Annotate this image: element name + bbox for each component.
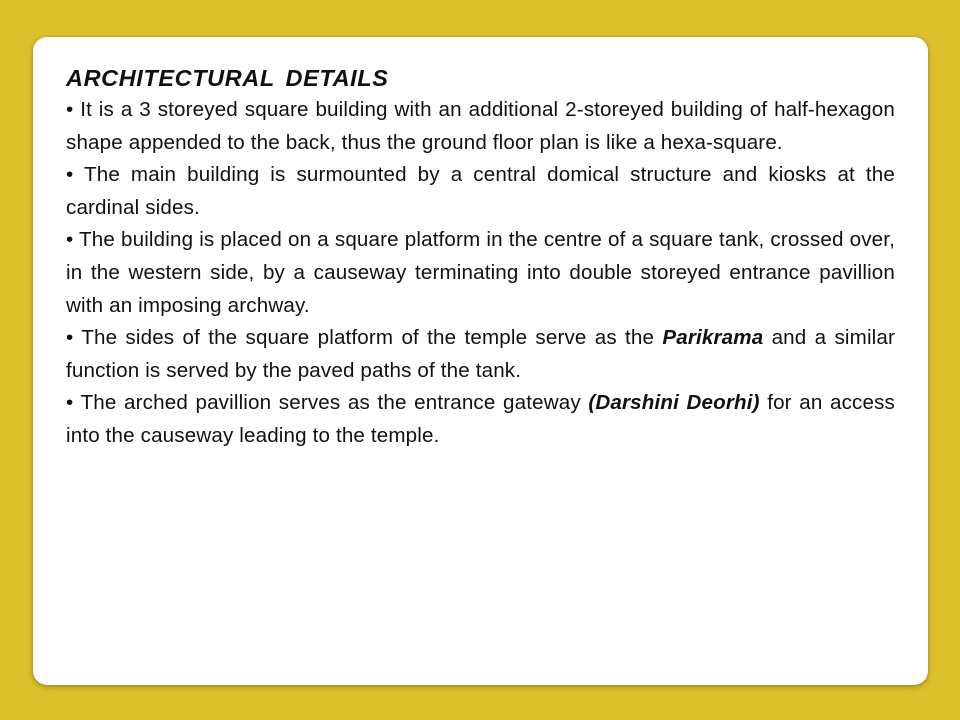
bullet-glyph: •: [66, 391, 74, 415]
bullet-text: The main building is surmounted by a central domical structure and kiosks at the cardinal sides.: [66, 163, 895, 219]
bullet-item: [66, 322, 895, 387]
bullet-text: and a similar function is served by the paved paths of the tank.: [66, 326, 896, 382]
bullet-item: [66, 159, 895, 224]
bullet-text: It is a 3 storeyed square building with an additional 2-storeyed building of half-hexagon shape appended to the back, thus the ground floor plan is like a hexa-square.: [66, 98, 895, 154]
bullet-glyph: •: [66, 326, 74, 350]
bullet-glyph: •: [66, 228, 74, 252]
emphasized-term: Parikrama: [662, 326, 764, 350]
bullet-glyph: •: [66, 98, 74, 121]
bullet-item: [66, 224, 895, 322]
bullet-item: [66, 94, 895, 159]
slide-content: [66, 62, 895, 453]
bullet-glyph: •: [66, 163, 74, 187]
bullet-text: The sides of the square platform of the temple serve as the: [81, 326, 663, 350]
emphasized-term: (Darshini Deorhi): [588, 391, 760, 415]
bullet-text: for an access into the causeway leading to the temple.: [66, 391, 895, 447]
bullet-item: [66, 387, 895, 452]
bullet-text: The building is placed on a square platform in the centre of a square tank, crossed over, in the western side, by a causeway terminating into double storeyed entrance pavillion with an imposing archway.: [66, 228, 895, 317]
slide-title: ARCHITECTURAL DETAILS: [66, 65, 389, 91]
bullet-text: The arched pavillion serves as the entrance gateway: [80, 391, 589, 415]
